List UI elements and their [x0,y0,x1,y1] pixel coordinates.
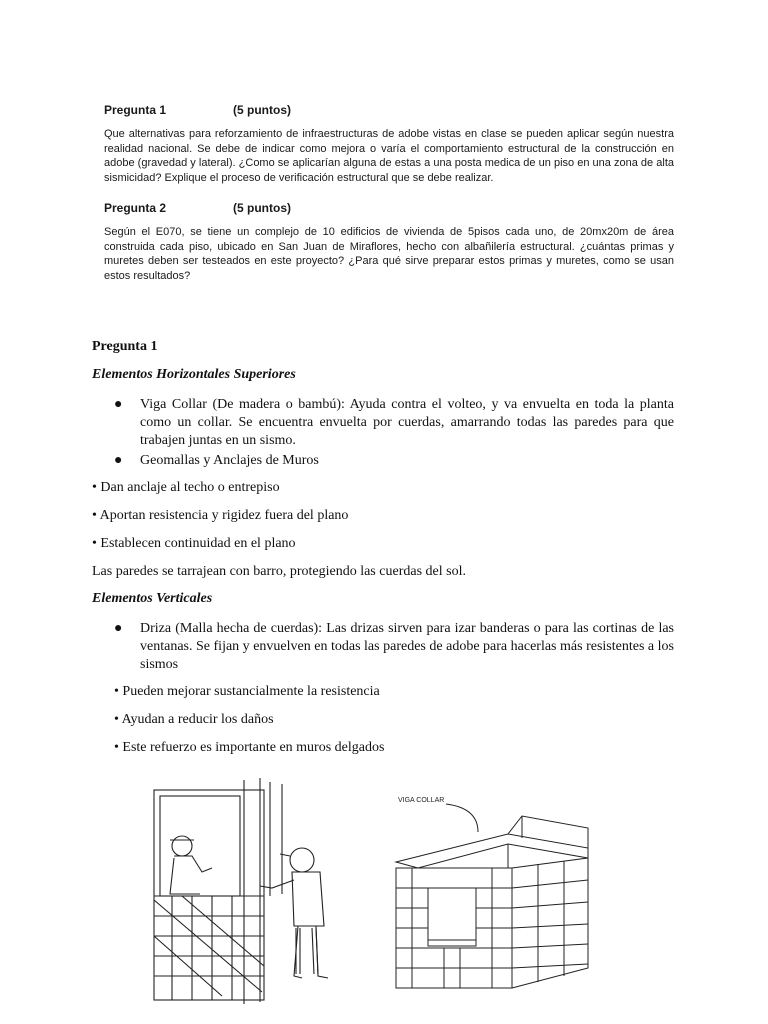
question-1-header [104,103,674,119]
bullet-dot-icon: ● [114,621,123,636]
section-horizontal-title: Elementos Horizontales Superiores [92,367,296,382]
point-line: • Dan anclaje al techo o entrepiso [92,480,280,495]
point-line: • Este refuerzo es importante en muros delgados [114,740,385,755]
question-2-title: Pregunta 2 [104,201,167,215]
figure-viga-collar [388,788,600,998]
bullet-text: Viga Collar (De madera o bambú): Ayuda contra el volteo, y va envuelta en toda la planta como un collar. Se encuentra envuelta por cuerdas, amarrando todas las paredes para que trabajen juntas en un sismo. [140,397,674,448]
question-1-points: (5 puntos) [233,103,291,117]
point-line: • Aportan resistencia y rigidez fuera del plano [92,508,349,523]
question-2-points: (5 puntos) [233,201,291,215]
point-line: • Ayudan a reducir los daños [114,712,274,727]
point-line: • Pueden mejorar sustancialmente la resistencia [114,684,380,699]
answer-heading: Pregunta 1 [92,339,158,354]
figure-label: VIGA COLLAR [398,797,445,804]
section-vertical-title: Elementos Verticales [92,591,213,606]
bullet-text: Geomallas y Anclajes de Muros [140,453,319,468]
closing-text: Las paredes se tarrajean con barro, protegiendo las cuerdas del sol. [92,564,466,579]
point-line: • Establecen continuidad en el plano [92,536,296,551]
question-2-header [104,201,674,217]
exam-questions [104,96,674,311]
question-1-text: Que alternativas para reforzamiento de infraestructuras de adobe vistas en clase se pueden aplicar según nuestra realidad nacional. Se debe de indicar como mejora o varía el comportamiento estructural de la construcción en adobe (gravedad y lateral). ¿Como se aplicarían alguna de estas a una posta medica de un piso en una zona de alta sismicidad? Explique el proceso de verificación estructural que se debe realizar. [104,128,674,184]
bullet-dot-icon: ● [114,397,123,412]
question-1-title: Pregunta 1 [104,103,167,117]
figure-workers-wall [152,776,334,1016]
bullet-dot-icon: ● [114,453,123,468]
question-2-text: Según el E070, se tiene un complejo de 10 edificios de vivienda de 5pisos cada uno, de 20mx20m de área construida cada piso, ubicado en San Juan de Miraflores, hecho con albañilería estructural. ¿cuántas primas y muretes deben ser testeados en este proyecto? ¿Para qué sirve preparar estos primas y muretes, como se usan estos resultados? [104,226,674,282]
bullet-text: Driza (Malla hecha de cuerdas): Las drizas sirven para izar banderas o para las cortinas de las ventanas. Se fijan y envuelven en todas las paredes de adobe para hacerlas más resistentes a los sismos [140,621,674,672]
